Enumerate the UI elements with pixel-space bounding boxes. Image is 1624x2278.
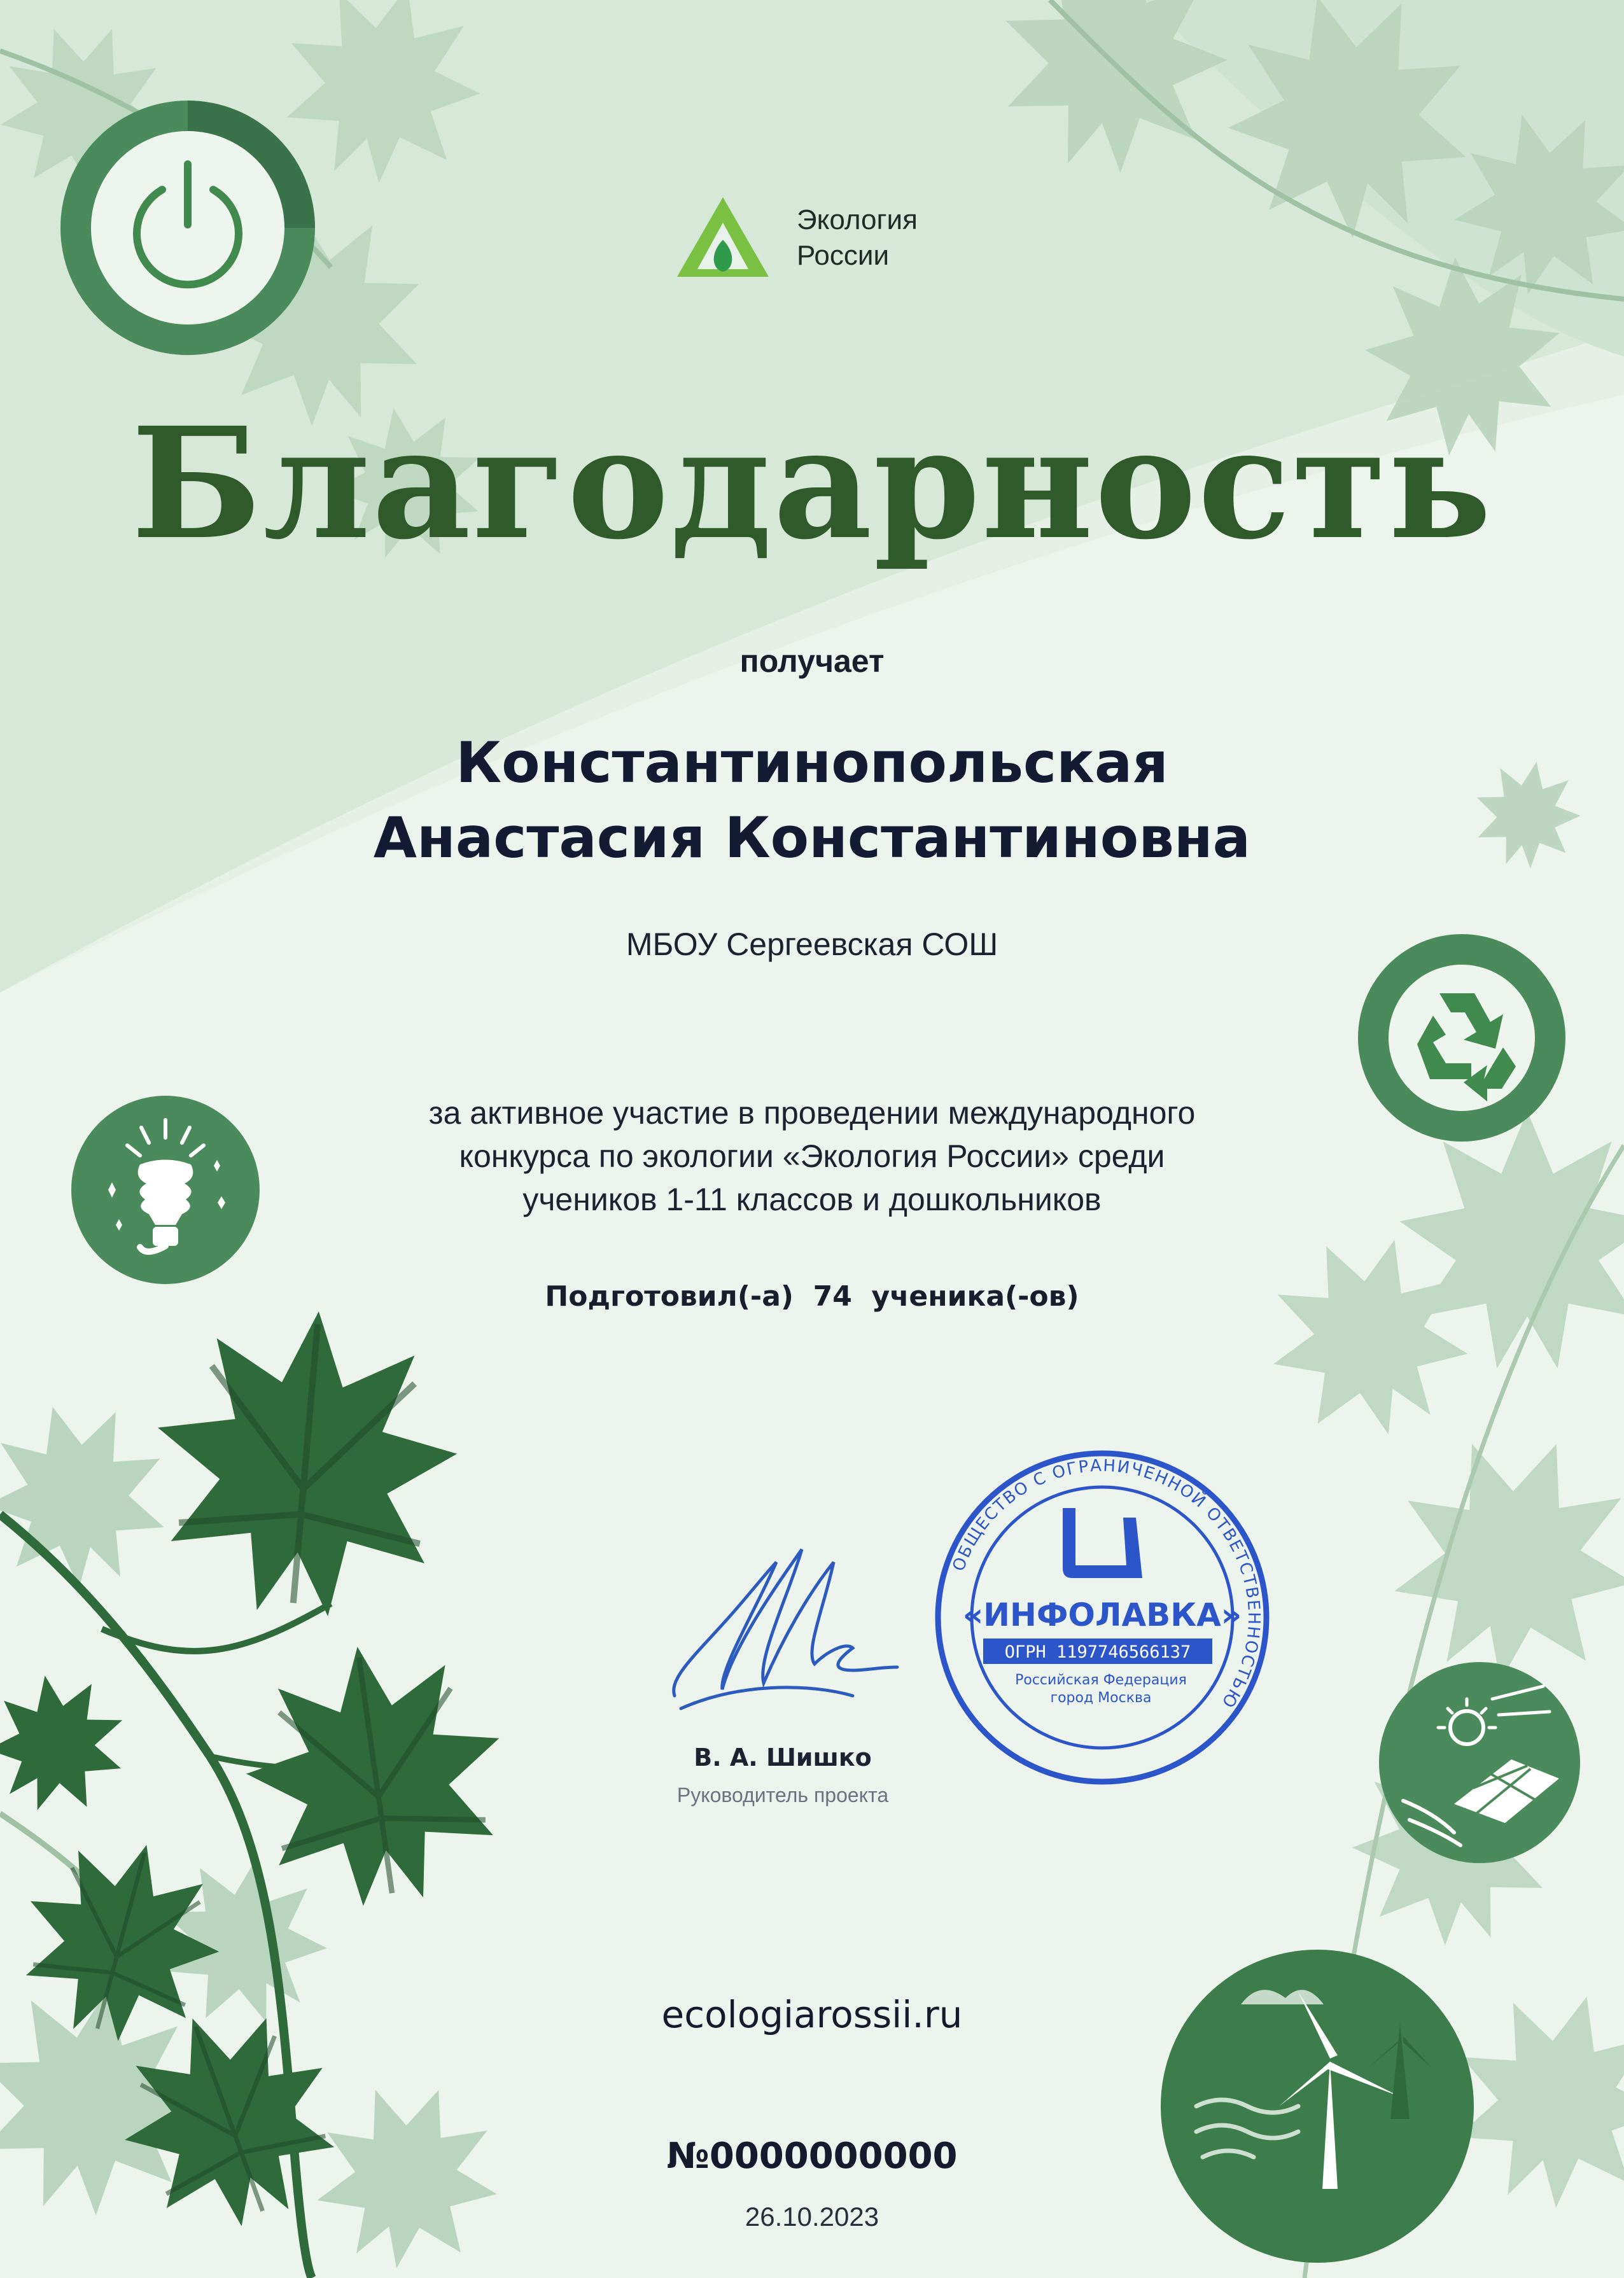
prepared-suffix: ученика(-ов) (871, 1280, 1079, 1313)
brand-name (797, 202, 918, 274)
receives-label: получает (739, 643, 885, 679)
reason-line-2: конкурса по экологии «Экология России» среди (459, 1138, 1165, 1174)
brand-line-2: России (797, 240, 890, 271)
signer-role: Руководитель проекта (676, 1784, 889, 1806)
svg-text:город Москва: город Москва (1050, 1690, 1152, 1706)
recipient-surname: Константинопольская (456, 730, 1168, 795)
svg-text:ОГРН 1197746566137: ОГРН 1197746566137 (1004, 1642, 1191, 1662)
recipient-organization: МБОУ Сергеевская СОШ (626, 926, 998, 962)
recipient-name (0, 725, 1624, 876)
prepared-prefix: Подготовил(-а) (545, 1280, 794, 1313)
website-link[interactable]: ecologiarossii.ru (661, 1993, 963, 2036)
svg-text:«ИНФОЛАВКА»: «ИНФОЛАВКА» (962, 1597, 1242, 1633)
svg-text:ОБЩЕСТВО С ОГРАНИЧЕННОЙ ОТВЕТС: ОБЩЕСТВО С ОГРАНИЧЕННОЙ ОТВЕТСТВЕННОСТЬЮ (949, 1456, 1264, 1712)
certificate-number: №0000000000 (666, 2135, 958, 2177)
certificate-title: Благодарность (131, 394, 1493, 573)
reason-line-1: за активное участие в проведении международного (428, 1095, 1196, 1131)
reason-line-3: учеников 1-11 классов и дошкольников (522, 1182, 1102, 1217)
solar-panel-icon (1378, 1661, 1581, 1864)
power-icon (54, 94, 321, 361)
signature (662, 1524, 916, 1721)
signer-name: В. А. Шишко (694, 1743, 872, 1771)
logo-drop-icon (673, 194, 773, 283)
recipient-given-names: Анастасия Константиновна (373, 805, 1251, 870)
svg-text:Российская Федерация: Российская Федерация (1015, 1672, 1187, 1688)
brand-line-1: Экология (797, 204, 918, 235)
issue-date: 26.10.2023 (745, 2202, 879, 2232)
award-reason (0, 1091, 1624, 1221)
prepared-count: 74 (813, 1280, 852, 1313)
prepared-students (0, 1280, 1624, 1313)
company-stamp (932, 1448, 1273, 1788)
